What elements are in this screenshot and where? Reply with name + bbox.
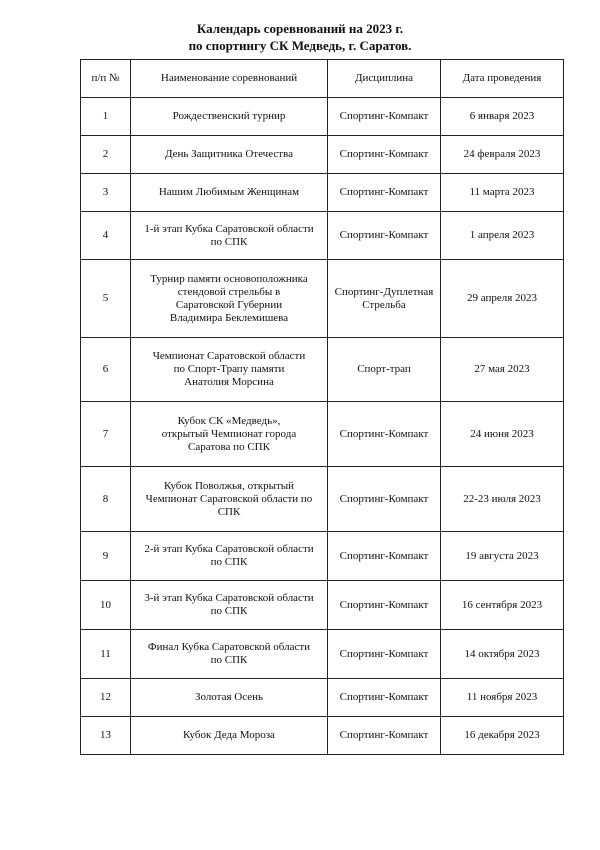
table-row: [81, 581, 564, 630]
table-row: [81, 679, 564, 717]
competition-name: [131, 532, 328, 581]
competition-name-line: Саратова по СПК: [188, 440, 270, 453]
row-number: 13: [81, 717, 131, 755]
competition-name-line: Кубок Поволжья, открытый: [163, 479, 295, 492]
competition-name: [131, 467, 328, 532]
competition-name-line: Анатолия Морсина: [184, 376, 274, 388]
table-row: [81, 174, 564, 212]
table-row: [81, 260, 564, 338]
event-date: 24 июня 2023: [441, 402, 564, 467]
row-number: 3: [81, 174, 131, 212]
discipline-line: Спорт-трап: [357, 363, 411, 375]
event-date: 11 ноября 2023: [441, 679, 564, 717]
discipline: [328, 136, 441, 174]
table-body: [81, 98, 564, 755]
competition-name-line: 3-й этап Кубка Саратовской области: [144, 592, 314, 604]
competition-name-line: Кубок СК «Медведь»,: [177, 414, 281, 427]
event-date: 1 апреля 2023: [441, 212, 564, 260]
event-date: 16 сентября 2023: [441, 581, 564, 630]
competition-name: [131, 212, 328, 260]
row-number: 4: [81, 212, 131, 260]
discipline-line: Спортинг-Дуплетная: [334, 285, 434, 298]
competition-name-line: стендовой стрельбы в: [177, 285, 281, 298]
discipline-line: Спортинг-Компакт: [339, 186, 429, 198]
event-date: 27 мая 2023: [441, 338, 564, 402]
row-number: 11: [81, 630, 131, 679]
row-number: 9: [81, 532, 131, 581]
header-date: Дата проведения: [441, 60, 564, 98]
event-date: 6 января 2023: [441, 98, 564, 136]
table-row: [81, 338, 564, 402]
event-date: 22-23 июля 2023: [441, 467, 564, 532]
discipline: [328, 402, 441, 467]
competition-name-line: по СПК: [210, 654, 248, 666]
competition-name-line: Саратовской Губернии: [175, 298, 283, 311]
competition-name-line: Золотая Осень: [194, 691, 264, 703]
competition-name-line: по Спорт-Трапу памяти: [173, 363, 285, 375]
discipline-line: Спортинг-Компакт: [339, 229, 429, 241]
competition-name-line: День Защитника Отечества: [165, 148, 293, 160]
competition-name-line: Чемпионат Саратовской области по: [145, 492, 313, 505]
discipline: [328, 467, 441, 532]
competition-name: [131, 136, 328, 174]
discipline: [328, 532, 441, 581]
discipline: [328, 630, 441, 679]
title-line-2: по спортингу СК Медведь, г. Саратов.: [188, 38, 412, 53]
table-row: [81, 630, 564, 679]
competition-name-line: открытый Чемпионат города: [161, 427, 297, 440]
competition-name-line: по СПК: [210, 235, 248, 248]
competition-name: [131, 679, 328, 717]
row-number: 7: [81, 402, 131, 467]
event-date: 19 августа 2023: [441, 532, 564, 581]
table-row: [81, 467, 564, 532]
competition-name: [131, 338, 328, 402]
discipline-line: Стрельба: [362, 298, 406, 311]
discipline: [328, 174, 441, 212]
table-row: [81, 98, 564, 136]
discipline-line: Спортинг-Компакт: [339, 691, 429, 703]
competition-name-line: Финал Кубка Саратовской области: [147, 641, 311, 653]
event-date: 24 февраля 2023: [441, 136, 564, 174]
header-number: п/п №: [81, 60, 131, 98]
discipline: [328, 717, 441, 755]
discipline-line: Спортинг-Компакт: [339, 647, 429, 660]
table-row: [81, 717, 564, 755]
discipline-line: Спортинг-Компакт: [339, 598, 429, 611]
competition-name: [131, 630, 328, 679]
competition-name: [131, 717, 328, 755]
competition-name-line: по СПК: [210, 556, 248, 568]
competition-name-line: Турнир памяти основоположника: [150, 272, 308, 285]
competition-name-line: по СПК: [210, 605, 248, 617]
discipline: [328, 212, 441, 260]
row-number: 5: [81, 260, 131, 338]
competition-name-line: Нашим Любимым Женщинам: [158, 186, 300, 198]
row-number: 6: [81, 338, 131, 402]
competition-name: [131, 581, 328, 630]
competition-name: [131, 260, 328, 338]
table-row: [81, 402, 564, 467]
event-date: 11 марта 2023: [441, 174, 564, 212]
header-discipline: Дисциплина: [328, 60, 441, 98]
competition-name-line: Чемпионат Саратовской области: [152, 350, 306, 362]
competition-name-line: Рождественский турнир: [172, 110, 286, 122]
discipline-line: Спортинг-Компакт: [339, 427, 429, 440]
competition-calendar-table: [80, 59, 564, 755]
competition-name-line: 1-й этап Кубка Саратовской области: [144, 222, 314, 235]
discipline: [328, 679, 441, 717]
header-competition-name: Наименование соревнований: [131, 60, 328, 98]
table-row: [81, 136, 564, 174]
discipline-line: Спортинг-Компакт: [339, 148, 429, 160]
row-number: 10: [81, 581, 131, 630]
discipline: [328, 260, 441, 338]
competition-name: [131, 98, 328, 136]
discipline: [328, 581, 441, 630]
event-date: 16 декабря 2023: [441, 717, 564, 755]
competition-name-line: Кубок Деда Мороза: [183, 729, 275, 741]
discipline-line: Спортинг-Компакт: [339, 549, 429, 562]
row-number: 2: [81, 136, 131, 174]
title-line-1: Календарь соревнований на 2023 г.: [196, 21, 404, 36]
event-date: 29 апреля 2023: [441, 260, 564, 338]
competition-name: [131, 174, 328, 212]
row-number: 12: [81, 679, 131, 717]
competition-name: [131, 402, 328, 467]
table-row: [81, 532, 564, 581]
discipline-line: Спортинг-Компакт: [339, 729, 429, 741]
competition-name-line: 2-й этап Кубка Саратовской области: [144, 543, 314, 555]
discipline-line: Спортинг-Компакт: [339, 110, 429, 122]
row-number: 8: [81, 467, 131, 532]
discipline: [328, 338, 441, 402]
table-header-row: [81, 60, 564, 98]
table-row: [81, 212, 564, 260]
event-date: 14 октября 2023: [441, 630, 564, 679]
row-number: 1: [81, 98, 131, 136]
discipline-line: Спортинг-Компакт: [339, 492, 429, 505]
competition-name-line: Владимира Беклемишева: [169, 311, 289, 324]
competition-name-line: СПК: [217, 505, 241, 518]
discipline: [328, 98, 441, 136]
page-title: [0, 20, 600, 54]
